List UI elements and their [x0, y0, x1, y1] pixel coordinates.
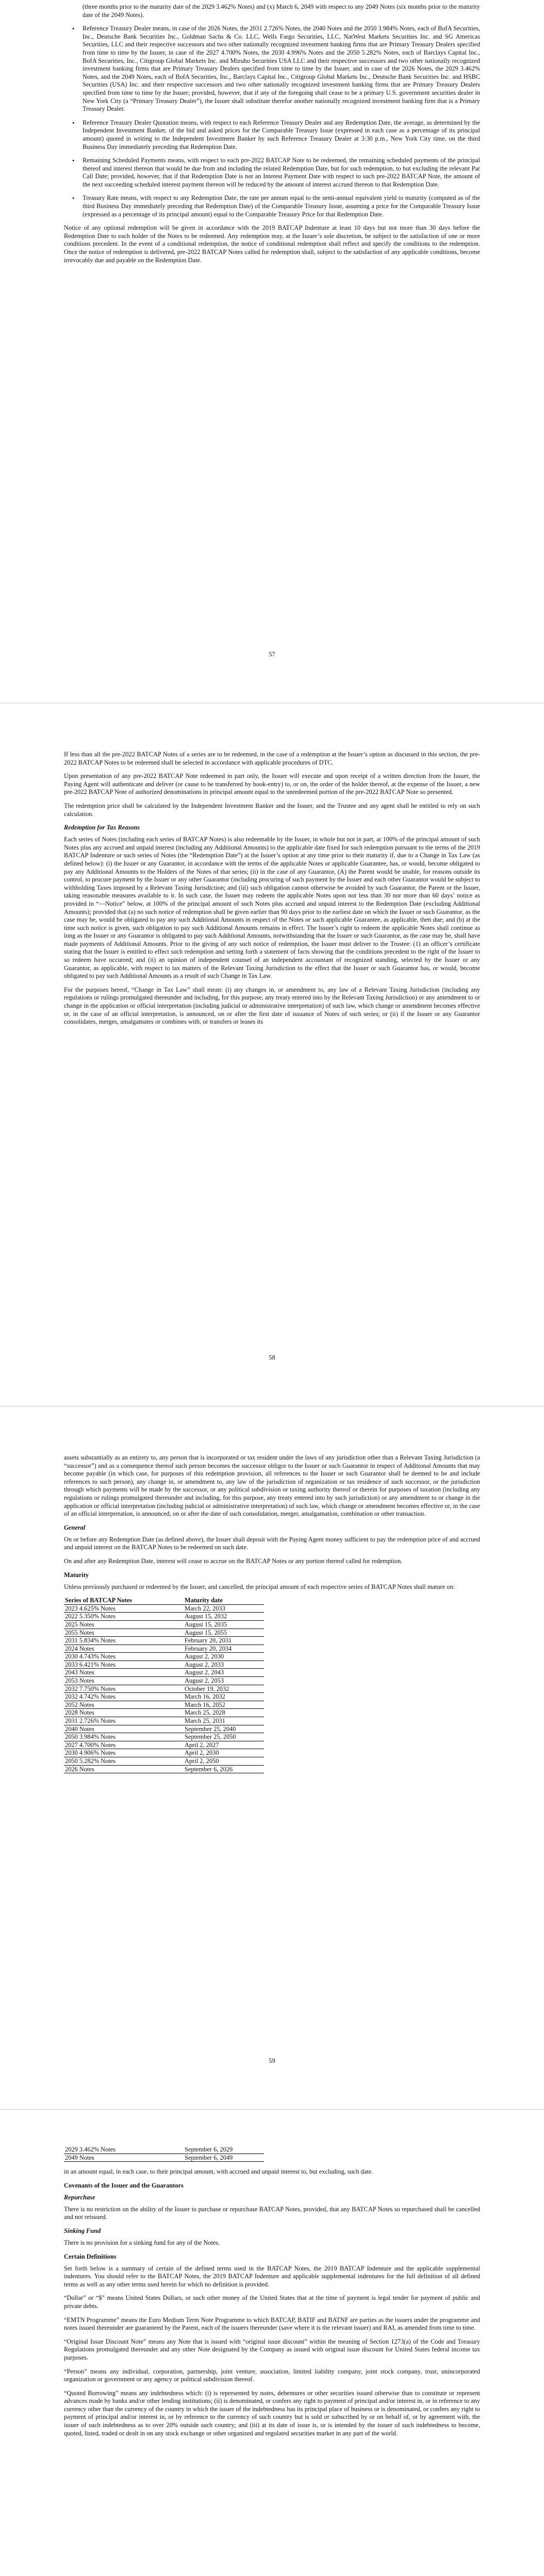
maturity-table-continued	[64, 2146, 264, 2162]
cell-maturity-date: August 2, 2053	[184, 1677, 264, 1685]
heading-general: General	[64, 1523, 86, 1531]
cell-series: 2032 4.742% Notes	[64, 1693, 184, 1701]
table-row	[64, 1685, 264, 1693]
table-row	[64, 1725, 264, 1733]
cell-maturity-date: August 2, 2033	[184, 1660, 264, 1669]
cell-series: 2028 Notes	[64, 1709, 184, 1717]
cell-series: 2055 Notes	[64, 1629, 184, 1637]
paragraph-tax-redemption: Each series of Notes (including each series of BATCAP Notes) is also redeemable by the Issuer, in whole but not in part, at 100% of the principal amount of such Notes plus any accrued and unpaid interest (including any Additional Amounts) to the applicable date fixed for such redemption pursuant to the terms of the 2019 BATCAP Indenture or such series of Notes (the “Redemption Date”) at the Issuer’s option at any time prior to their maturity if, due to a Change in Tax Law (as defined below): (i) the Issuer or any Guarantor, in accordance with the terms of the applicable Notes or applicable Guarantee, has, or would, become obligated to pay any Additional Amounts to the Holders of the Notes of that series; (ii) in the case of any Guarantor, (A) the Parent would be unable, for reasons outside its control, to procure payment by the Issuer or any other Guarantor (including procuring of such payment by the Issuer and each other Guarantor would be subject to withholding Taxes imposed by a Relevant Taxing Jurisdiction; and (iii) such obligation cannot otherwise be avoided by such Guarantor, the Parent or the Issuer, taking reasonable measures available to it. In such case, the Issuer may redeem the applicable Notes upon not less than 30 nor more than 60 days’ notice as provided in “—Notice” below, at 100% of the principal amount of such Notes plus accrued and unpaid interest to the Redemption Date (excluding Additional Amounts); provided that (a) no such notice of redemption shall be given earlier than 90 days prior to the earliest date on which the Issuer or such Guarantor, as the case may be, would be obligated to pay any such Additional Amounts in respect of the Notes or such applicable Guarantee, as applicable, then due; and (b) at the time such notice is given, such obligation to pay such Additional Amounts remains in effect. The Issuer’s right to redeem the applicable Notes shall continue as long as the Issuer or any Guarantor is obligated to pay such Additional Amounts, notwithstanding that the Issuer or such Guarantor, as the case may be, shall have made payments of Additional Amounts. Prior to the giving of any such notice of redemption, the Issuer must deliver to the Trustee: (1) an officer’s certificate stating that the Issuer is entitled to effect such redemption and setting forth a statement of facts showing that the conditions precedent to the right of the Issuer to so redeem have occurred; and (ii) an opinion of independent counsel of an independent accountant of recognized standing, selected by the Issuer or any Guarantor, as applicable, with respect to tax matters of the Relevant Taxing Jurisdiction to the effect that the Issuer or such Guarantor has, or would, become obligated to pay such Additional Amounts as a result of such Change in Tax Law.	[64, 836, 480, 980]
cell-series: 2052 Notes	[64, 1701, 184, 1709]
table-row	[64, 1701, 264, 1709]
definition-quoted-borrowing: “Quoted Borrowing” means any indebtedness which: (i) is represented by notes, debentures or other securities issued otherwise than to constitute or represent advances made by banks and/or other lending institutions; (ii) is denominated, or confers any right to payment of principal and/or interest in, or in reference to any currency other than the currency of the country in which the issuer of the indebtedness has its principal place of business or is denominated, or confers any right to payment of principal and/or interest in, or by reference to the currency of such country but is sold or subscribed by or on behalf of, or by agreement with, the issuer of such indebtedness as to over 20% outside such country; and (iii) at its date of issue is, or is intended by the issuer of such indebtedness to become, quoted, listed, traded or dealt in on any stock exchange or other organized and regulated securities market in any part of the world.	[64, 2389, 480, 2437]
table-row	[64, 1757, 264, 1766]
maturity-table-body	[64, 2146, 264, 2162]
cell-maturity-date: August 15, 2035	[184, 1620, 264, 1629]
table-header-row	[64, 1597, 264, 1604]
paragraph-interest-cease: On and after any Redemption Date, interest will cease to accrue on the BATCAP Notes or any portion thereof called for redemption.	[64, 1557, 403, 1565]
table-row	[64, 1709, 264, 1717]
paragraph-change-in-tax-law: For the purposes hereof, “Change in Tax Law” shall mean: (i) any changes in, or amendment to, any law of a Relevant Taxing Jurisdiction (including any regulations or rulings promulgated thereunder and including, for this purpose, any treaty entered into by the Relevant Taxing Jurisdiction) or any amendment to or change in the application or official interpretation (including judicial or administrative interpretation) of such law, which change or amendment becomes effective or, in the case of an official interpretation, is announced, on or after the first date of issuance of Notes of such series; or (ii) if the Issuer or any Guarantor consolidates, merges, amalgamates or combines with, or transfers or leases its	[64, 986, 480, 1026]
maturity-table	[64, 1597, 264, 1773]
bullet-reference-treasury-dealer-quotation: • Reference Treasury Dealer Quotation means, with respect to each Reference Treasury Dealer and any Redemption Date, the average, as determined by the Independent Investment Banker, of the bid and asked prices for the Comparable Treasury Issue (expressed in each case as a percentage of its principal amount) quoted in writing to the Independent Investment Banker by such Reference Treasury Dealer at 3:30 p.m., New York City time, on the third Business Day immediately preceding that Redemption Date.	[72, 119, 480, 151]
document-page-58	[0, 703, 544, 1406]
cell-maturity-date: August 15, 2055	[184, 1629, 264, 1637]
cell-maturity-date: September 6, 2029	[184, 2146, 264, 2154]
heading-covenants: Covenants of the Issuer and the Guarantors	[64, 2181, 184, 2189]
cell-maturity-date: September 6, 2049	[184, 2154, 264, 2162]
cell-series: 2040 Notes	[64, 1725, 184, 1733]
cell-series: 2050 3.984% Notes	[64, 1733, 184, 1741]
paragraph-maturity-intro: Unless previously purchased or redeemed by the Issuer, and cancelled, the principal amount of each respective series of BATCAP Notes shall mature on:	[64, 1583, 455, 1590]
document-page-59	[0, 1406, 544, 2110]
table-row	[64, 1660, 264, 1669]
cell-maturity-date: August 2, 2043	[184, 1669, 264, 1677]
heading-repurchase: Repurchase	[64, 2193, 95, 2201]
definition-dollar: “Dollar” or “$” means United States Dollars, or such other money of the United States that at the time of payment is legal tender for payment of public and private debts.	[64, 2294, 480, 2310]
cell-series: 2049 Notes	[64, 2154, 184, 2162]
table-row	[64, 1613, 264, 1621]
cell-maturity-date: October 19, 2032	[184, 1685, 264, 1693]
paragraph-sinking-fund: There is no provision for a sinking fund for any of the Notes.	[64, 2239, 220, 2246]
cell-series: 2031 2.726% Notes	[64, 1717, 184, 1725]
cell-series: 2029 3.462% Notes	[64, 2146, 184, 2154]
table-row	[64, 1645, 264, 1653]
cell-maturity-date: March 25, 2028	[184, 1709, 264, 1717]
cell-maturity-date: April 2, 2027	[184, 1741, 264, 1749]
paragraph-deposit: On or before any Redemption Date (as defined above), the Issuer shall deposit with the Paying Agent money sufficient to pay the redemption price of and accrued and unpaid interest on the BATCAP Notes to be redeemed on such date.	[64, 1535, 480, 1551]
table-row	[64, 1677, 264, 1685]
table-row	[64, 1765, 264, 1773]
cell-series: 2026 Notes	[64, 1765, 184, 1773]
cell-maturity-date: March 16, 2032	[184, 1693, 264, 1701]
cell-series: 2030 4.906% Notes	[64, 1749, 184, 1757]
cell-series: 2043 Notes	[64, 1669, 184, 1677]
cell-maturity-date: March 25, 2031	[184, 1717, 264, 1725]
paragraph-notice-of-redemption: Notice of any optional redemption will be given in accordance with the 2019 BATCAP Indenture at least 10 days but not more than 30 days before the Redemption Date to each holder of the Notes to be redeemed. Any redemption may, at the Issuer’s sole discretion, be subject to the satisfaction of one or more conditions precedent. In the event of a conditional redemption, the notice of conditional redemption shall reflect and specify the conditions to the redemption. Once the notice of redemption is delivered, pre-2022 BATCAP Notes called for redemption shall, subject to the satisfaction of any applicable conditions, become irrevocably due and payable on the Redemption Date.	[64, 224, 480, 264]
cell-maturity-date: September 25, 2050	[184, 1733, 264, 1741]
page-number: 59	[269, 2057, 275, 2064]
heading-certain-definitions: Certain Definitions	[64, 2252, 117, 2260]
bullet-treasury-rate: • Treasury Rate means, with respect to any Redemption Date, the rate per annum equal to the semi-annual equivalent yield to maturity (computed as of the third Business Day immediately preceding that Redemption Date) of the Comparable Treasury Issue, assuming a price for the Comparable Treasury Issue (expressed as a percentage of its principal amount) equal to the Comparable Treasury Price for that Redemption Date.	[72, 194, 480, 218]
table-row	[64, 1741, 264, 1749]
cell-maturity-date: February 20, 2034	[184, 1645, 264, 1653]
table-row	[64, 1717, 264, 1725]
cell-maturity-date: August 15, 2032	[184, 1613, 264, 1621]
table-row	[64, 1629, 264, 1637]
table-row	[64, 2154, 264, 2162]
cell-series: 2053 Notes	[64, 1677, 184, 1685]
cell-series: 2033 6.421% Notes	[64, 1660, 184, 1669]
bullet-remaining-scheduled-payments: • Remaining Scheduled Payments means, with respect to each pre-2022 BATCAP Note to be redeemed, the remaining scheduled payments of the principal thereof and interest thereon that would be due from and including the related Redemption Date, but for such redemption, to but excluding the relevant Par Call Date; provided, however, that if that Redemption Date is not an Interest Payment Date with respect to such pre-2022 BATCAP Note, the amount of the next succeeding scheduled interest payment thereon will be reduced by the amount of interest accrued thereon to that Redemption Date.	[72, 157, 480, 189]
heading-redemption-tax-reasons: Redemption for Tax Reasons	[64, 824, 140, 832]
cell-maturity-date: September 25, 2040	[184, 1725, 264, 1733]
table-row	[64, 1653, 264, 1661]
table-row	[64, 1693, 264, 1701]
table-row	[64, 1620, 264, 1629]
table-row	[64, 1669, 264, 1677]
cell-maturity-date: April 2, 2050	[184, 1757, 264, 1766]
cell-series: 2025 Notes	[64, 1620, 184, 1629]
document-page-60	[0, 2110, 544, 2576]
table-row	[64, 1749, 264, 1757]
paragraph-partial-redemption: If less than all the pre-2022 BATCAP Notes of a series are to be redeemed, in the case of a redemption at the Issuer’s option as discussed in this section, the pre-2022 BATCAP Notes to be redeemed shall be selected in accordance with applicable procedures of DTC.	[64, 751, 480, 766]
heading-sinking-fund: Sinking Fund	[64, 2227, 101, 2234]
cell-maturity-date: March 16, 2052	[184, 1701, 264, 1709]
cell-maturity-date: March 22, 2033	[184, 1604, 264, 1613]
paragraph-presentation-of-notes: Upon presentation of any pre-2022 BATCAP Note redeemed in part only, the Issuer will execute and upon receipt of a written direction from the Issuer, the Paying Agent will authenticate and deliver (or cause to be transferred by book-entry) to, or on, the order of the holder thereof, at the expense of the Issuer, a new pre-2022 BATCAP Note of authorized denominations in principal amount equal to the unredeemed portion of the pre-2022 BATCAP Note so presented.	[64, 772, 480, 796]
heading-maturity: Maturity	[64, 1571, 89, 1579]
cell-series: 2022 5.350% Notes	[64, 1613, 184, 1621]
paragraph-successor-continuation: assets substantially as an entirety to, any person that is incorporated or tax resident under the laws of any jurisdiction other than a Relevant Taxing Jurisdiction (a “successor”) and as a consequence thereof such person becomes the successor obligor to the Issuer or such Guarantor in respect of Additional Amounts that may become payable (in which case, for purposes of this redemption provision, all references to the Issuer or such Guarantor shall be deemed to be and include references to such person), any change in, or amendment to, any law of the jurisdiction of organization or tax residence of such successor, or the jurisdiction through which payments will be made by the successor, or any political subdivision or taxing authority thereof or therein for purposes of taxation (including any regulations or rulings promulgated thereunder and including, for this purpose, any treaty entered into by such jurisdiction) or any amendment to or change in the application or official interpretation (including judicial or administrative interpretation) of such law, which change or amendment becomes effective or, in the case of an official interpretation, is announced, on or after the date of such consolidation, merger, amalgamation, combination or other transaction.	[64, 1454, 480, 1518]
cell-maturity-date: February 20, 2031	[184, 1637, 264, 1645]
definition-original-issue-discount-note: “Original Issue Discount Note” means any Note that is issued with “original issue discount” within the meaning of Section 1273(a) of the Code and Treasury Regulations promulgated thereunder and any other Note designated by the Company as issued with original issue discount for United States federal income tax purposes.	[64, 2337, 480, 2361]
cell-series: 2023 4.625% Notes	[64, 1604, 184, 1613]
definition-emtn-programme: “EMTN Programme” means the Euro Medium Term Note Programme to which BATCAP, BATIF and BATNF are parties as the issuers under the programme and notes issued thereunder are guaranteed by the Parent, each of the issuers thereunder (save where it is the relevant issuer) and RAI, as amended from time to time.	[64, 2316, 480, 2332]
cell-series: 2031 5.834% Notes	[64, 1637, 184, 1645]
maturity-table-body	[64, 1604, 264, 1773]
cell-maturity-date: September 6, 2026	[184, 1765, 264, 1773]
column-header-series: Series of BATCAP Notes	[64, 1597, 184, 1604]
page-number: 58	[269, 1354, 275, 1361]
page-number: 57	[269, 651, 275, 658]
cell-series: 2032 7.750% Notes	[64, 1685, 184, 1693]
cell-series: 2027 4.700% Notes	[64, 1741, 184, 1749]
cell-series: 2024 Notes	[64, 1645, 184, 1653]
table-row	[64, 1733, 264, 1741]
bullet-reference-treasury-dealer: • Reference Treasury Dealer means, in case of the 2026 Notes, the 2031 2.726% Notes, the 2040 Notes and the 2050 3.984% Notes, each of BofA Securities, Inc., Deutsche Bank Securities Inc., Goldman Sachs & Co. LLC, Wells Fargo Securities, LLC, NatWest Markets Securities Inc. and SG Americas Securities, LLC and their respective successors and two other nationally recognized investment banking firms that are Primary Treasury Dealers specified from time to time by the Issuer, in case of the 2027 4.700% Notes, the 2030 4.996% Notes and the 2050 5.282% Notes, each of Barclays Capital Inc., BofA Securities, Inc., Citigroup Global Markets Inc. and Mizuho Securities USA LLC and their respective successors and two other nationally recognized investment banking firms that are Primary Treasury Dealers specified from time to time by the Issuer, and in case of the 2026 Notes, the 2029 3.462% Notes, and the 2049 Notes, each of BofA Securities, Inc., Barclays Capital Inc., Citigroup Global Markets Inc., Deutsche Bank Securities Inc. and HSBC Securities (USA) Inc. and their respective successors and two other nationally recognized investment banking firms that are Primary Treasury Dealers specified from time to time by the Issuer; provided, however, that if any of the foregoing shall cease to be a primary U.S. government securities dealer in New York City (a “Primary Treasury Dealer”), the Issuer shall substitute therefor another nationally recognized investment banking firm that is a Primary Treasury Dealer.	[72, 25, 480, 113]
column-header-maturity-date: Maturity date	[184, 1597, 264, 1604]
paragraph-repurchase: There is no restriction on the ability of the Issuer to purchase or repurchase BATCAP Notes, provided, that any BATCAP Notes so repurchased shall be cancelled and not reissued.	[64, 2205, 480, 2221]
document-page-57	[0, 0, 544, 703]
paragraph-par-call-continuation: (three months prior to the maturity date of the 2029 3.462% Notes) and (x) March 6, 2049 with respect to any 2049 Notes (six months prior to the maturity date of the 2049 Notes).	[83, 3, 480, 19]
cell-series: 2050 5.282% Notes	[64, 1757, 184, 1766]
paragraph-definitions-intro: Set forth below is a summary of certain of the defined terms used in the BATCAP Notes, the 2019 BATCAP Indenture and the applicable supplemental indentures. You should refer to the BATCAP Notes, the 2019 BATCAP Indenture and applicable supplemental indentures for the full definition of all defined terms as well as any other terms used herein for which no definition is provided.	[64, 2264, 480, 2288]
paragraph-maturity-amount: in an amount equal, in each case, to their principal amount, with accrued and unpaid interest to, but excluding, such date.	[64, 2168, 373, 2176]
definition-person: “Person” means any individual, corporation, partnership, joint venture, association, limited liability company, joint stock company, trust, unincorporated organization or government or any agency or political subdivision thereof.	[64, 2367, 480, 2383]
cell-series: 2030 4.743% Notes	[64, 1653, 184, 1661]
table-row	[64, 1604, 264, 1613]
paragraph-redemption-price: The redemption price shall be calculated by the Independent Investment Banker and the Issuer, and the Trustee and any agent shall be entitled to rely on such calculation.	[64, 802, 480, 818]
table-row	[64, 2146, 264, 2154]
cell-maturity-date: April 2, 2030	[184, 1749, 264, 1757]
table-row	[64, 1637, 264, 1645]
cell-maturity-date: August 2, 2030	[184, 1653, 264, 1661]
